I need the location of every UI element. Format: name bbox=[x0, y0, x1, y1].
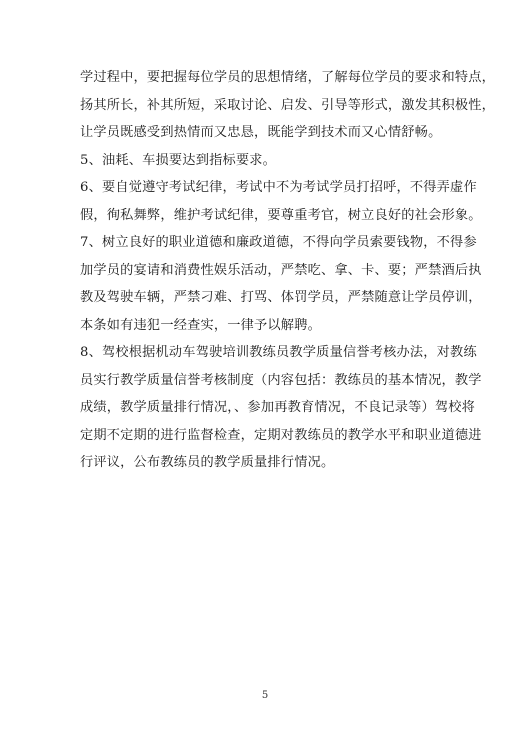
text-line: 本条如有违犯一经查实，一律予以解聘。 bbox=[80, 317, 321, 333]
text-line: 6、要自觉遵守考试纪律，考试中不为考试学员打招呼，不得弄虚作 bbox=[80, 180, 477, 195]
text-line: 加学员的宴请和消费性娱乐活动，严禁吃、拿、卡、要；严禁酒后执 bbox=[80, 262, 482, 278]
text-line: 7、树立良好的职业道德和廉政道德，不得向学员索要钱物，不得参 bbox=[80, 235, 477, 250]
text-line: 5、油耗、车损要达到指标要求。 bbox=[80, 152, 277, 168]
text-line: 让学员既感受到热情而又忠恳，既能学到技术而又心情舒畅。 bbox=[80, 125, 442, 140]
text-line: 扬其所长，补其所短，采取讨论、启发、引导等形式，激发其积极性， bbox=[80, 97, 496, 113]
text-line: 假，徇私舞弊，维护考试纪律，要尊重考官，树立良好的社会形象。 bbox=[80, 207, 482, 223]
page-number: 5 bbox=[261, 690, 269, 701]
text-line: 行评议，公布教练员的教学质量排行情况。 bbox=[80, 455, 335, 470]
text-line: 教及驾驶车辆，严禁刁难、打骂、体罚学员，严禁随意让学员停训， bbox=[80, 290, 482, 305]
document-body bbox=[80, 64, 496, 477]
text-line: 8、驾校根据机动车驾驶培训教练员教学质量信誉考核办法，对教练 bbox=[80, 345, 477, 360]
text-line: 员实行教学质量信誉考核制度（内容包括：教练员的基本情况，教学 bbox=[80, 372, 482, 388]
text-line: 学过程中，要把握每位学员的思想情绪，了解每位学员的要求和特点， bbox=[80, 70, 496, 85]
text-line: 定期不定期的进行监督检查，定期对教练员的教学水平和职业道德进 bbox=[80, 427, 482, 443]
text-line: 成绩，教学质量排行情况，、参加再教育情况，不良记录等）驾校将 bbox=[80, 400, 476, 415]
